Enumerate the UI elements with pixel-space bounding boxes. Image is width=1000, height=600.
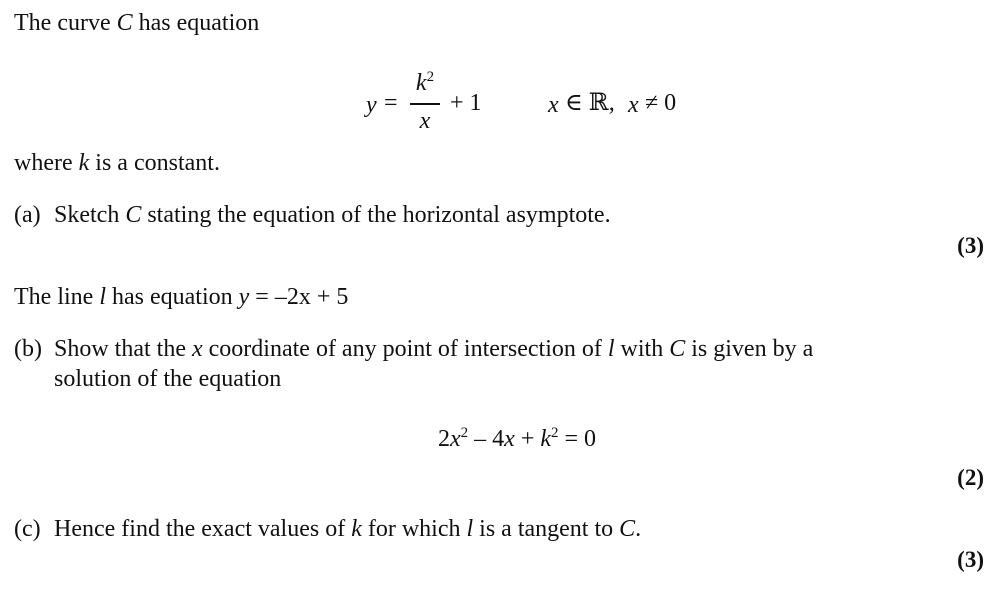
part-a-label: (a) — [14, 202, 41, 228]
part-b-question — [14, 336, 813, 364]
curve-name: C — [116, 10, 133, 36]
eq1-numerator — [408, 70, 442, 97]
part-b-var-x: x — [192, 336, 203, 362]
eq1-domain-cond: ≠ 0 — [645, 90, 677, 116]
eq1-domain-in: ∈ ℝ, — [565, 90, 615, 116]
where-var: k — [78, 150, 90, 176]
where-suffix: is a constant. — [89, 150, 220, 176]
line-def-eq-rest: = –2x + 5 — [249, 284, 349, 310]
part-b-var-c: C — [669, 336, 686, 362]
eq1-numerator-base: k — [415, 70, 427, 96]
part-c-question — [14, 516, 641, 544]
part-c-text-3: is a tangent to — [473, 516, 620, 542]
intro-suffix: has equation — [132, 10, 260, 36]
quadratic-equation — [438, 426, 596, 454]
line-def-mid: has equation — [105, 284, 239, 310]
part-b-label: (b) — [14, 336, 42, 362]
eq2-var1: x — [450, 426, 461, 452]
part-a-marks: (3) — [957, 233, 984, 258]
part-c-text-4: . — [635, 516, 642, 542]
part-b-question-cont — [54, 366, 281, 394]
part-c-marks: (3) — [957, 547, 984, 572]
part-b-var-l: l — [607, 336, 615, 362]
part-c-text-1: Hence find the exact values of — [54, 516, 352, 542]
part-b-text-3: with — [614, 336, 670, 362]
eq1-plus-term: + 1 — [450, 90, 482, 116]
eq1-domain-var2: x — [628, 92, 639, 118]
eq1-numerator-exp: 2 — [426, 69, 435, 85]
eq2-plus: + — [514, 426, 541, 452]
intro-line — [14, 10, 259, 38]
part-b-text-5: solution of the equation — [54, 366, 282, 392]
line-def-eq-var: y — [238, 284, 250, 310]
where-prefix: where — [14, 150, 79, 176]
eq2-mid: – 4 — [468, 426, 505, 452]
part-c-label: (c) — [14, 516, 41, 542]
part-a-var: C — [125, 202, 142, 228]
part-b-marks: (2) — [957, 465, 984, 490]
eq2-exp1: 2 — [460, 425, 469, 441]
part-a-question — [14, 202, 611, 230]
part-a-text-1: Sketch — [54, 202, 126, 228]
part-b-text-1: Show that the — [54, 336, 192, 362]
eq1-domain-var: x — [548, 92, 559, 118]
part-a-text-2: stating the equation of the horizontal asymptote. — [141, 202, 611, 228]
line-definition — [14, 284, 348, 312]
part-c-var-c: C — [619, 516, 636, 542]
eq2-var2: x — [504, 426, 515, 452]
intro-prefix: The curve — [14, 10, 117, 36]
eq2-coef: 2 — [438, 426, 450, 452]
fraction-bar — [410, 103, 440, 105]
where-line — [14, 150, 220, 178]
eq1-denominator: x — [419, 108, 431, 134]
part-c-var-l: l — [466, 516, 474, 542]
eq2-var3: k — [540, 426, 552, 452]
line-def-prefix: The line — [14, 284, 100, 310]
eq1-equals: = — [384, 90, 398, 116]
line-def-var: l — [99, 284, 106, 310]
part-c-var-k: k — [351, 516, 362, 542]
eq2-rhs: = 0 — [558, 426, 597, 452]
part-b-text-4: is given by a — [685, 336, 814, 362]
part-c-text-2: for which — [361, 516, 467, 542]
eq1-lhs: y — [366, 92, 377, 118]
part-b-text-2: coordinate of any point of intersection of — [202, 336, 608, 362]
eq2-exp2: 2 — [551, 425, 559, 441]
